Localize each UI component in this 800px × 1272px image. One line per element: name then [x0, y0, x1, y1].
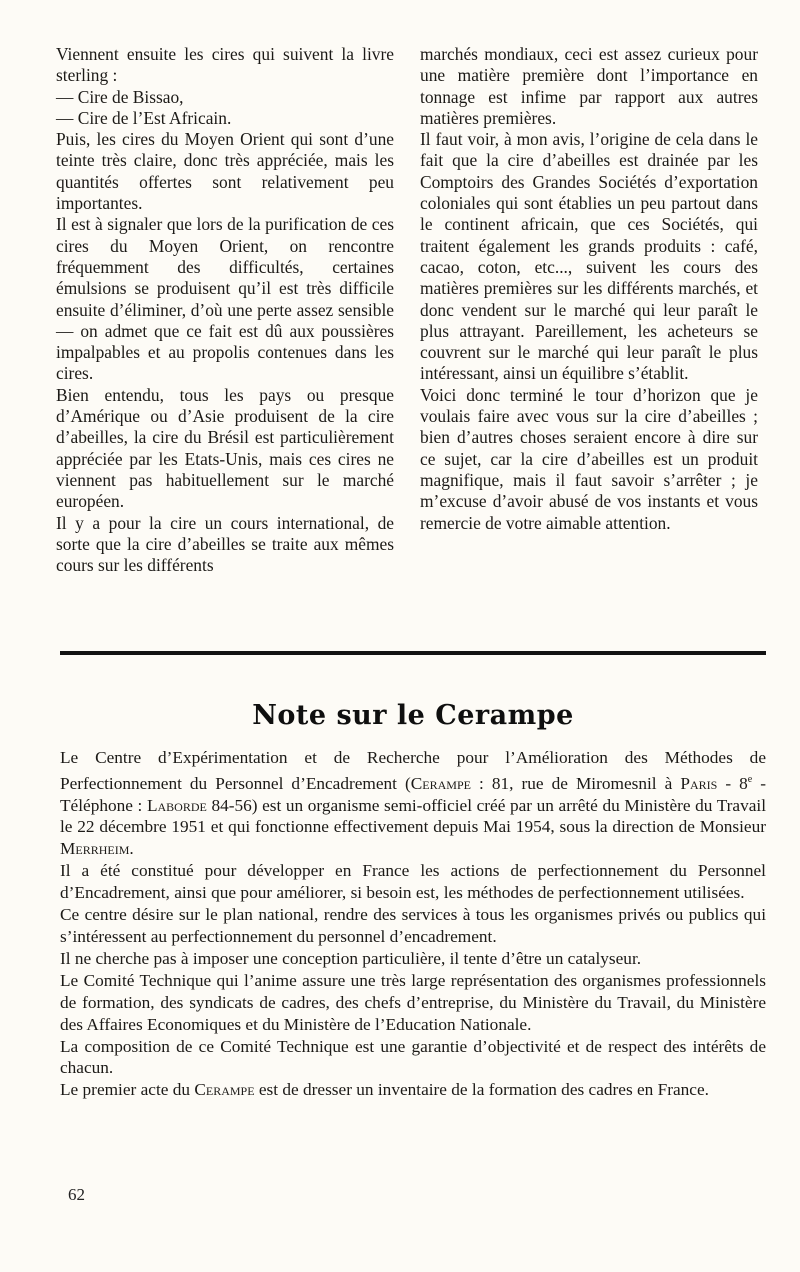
section-divider: [60, 651, 766, 655]
page-number: 62: [68, 1185, 85, 1204]
superscript: e: [747, 773, 753, 785]
director-name: Merrheim: [60, 839, 130, 859]
text-run: - Téléphone :: [60, 773, 766, 815]
acronym: Cerampe: [410, 773, 471, 793]
paragraph: Il est à signaler que lors de la purification de ces cires du Moyen Orient, on rencontre fréquemment des difficultés, certaines émulsions se produisent qu’il est très difficile ensuite d’éliminer, d’où une perte assez sensible — on admet que ce fait est dû aux poussières impalpables et au propolis contenues dans les cires.: [56, 214, 394, 384]
list-item: — Cire de l’Est Africain.: [56, 107, 232, 128]
paragraph: marchés mondiaux, ceci est assez curieux pour une matière première dont l’importance en tonnage est infime par rapport aux autres matières premières.: [420, 44, 758, 128]
paragraph: Il y a pour la cire un cours international, de sorte que la cire d’abeilles se traite aux mêmes cours sur les différents: [56, 512, 394, 576]
paragraph: Viennent ensuite les cires qui suivent la livre sterling :: [56, 44, 394, 86]
paragraph: Il a été constitué pour développer en France les actions de perfectionnement du Personnel d’Encadrement, ainsi que pour améliorer, si besoin est, les méthodes de perfectionnement utilisées.: [60, 861, 766, 903]
paragraph: Puis, les cires du Moyen Orient qui sont d’une teinte très claire, donc très appréciée, mais les quantités offertes sont relativement peu importantes.: [56, 129, 394, 214]
article-columns: [56, 44, 758, 576]
text-run: 84-56) est un organisme semi-officiel créé par un arrêté du Ministère du Travail le 22 décembre 1951 et qui fonctionne effectivement depuis Mai 1954, sous la direction de Monsieur: [60, 795, 766, 837]
paragraph: Il faut voir, à mon avis, l’origine de cela dans le fait que la cire d’abeilles est drainée par les Comptoirs des Grandes Sociétés d’exportation coloniales qui sont établies un peu partout dans le continent africain, que ces Sociétés, qui traitent également les grands produits : café, cacao, coton, etc..., suivent les cours des matières premières sur les différents marchés, et donc vendent sur le marché qui leur paraît le plus attrayant. Pareillement, les acheteurs se couvrent sur le marché qui leur paraît le plus intéressant, ainsi un équilibre s’établit.: [420, 129, 758, 384]
section-title: Note sur le Cerampe: [252, 700, 574, 731]
text-run: est de dresser un inventaire de la formation des cadres en France.: [254, 1080, 709, 1100]
text-run: .: [129, 839, 134, 859]
text-run: Le premier acte du: [60, 1080, 195, 1100]
paragraph: La composition de ce Comité Technique est une garantie d’objectivité et de respect des intérêts de chacun.: [60, 1036, 766, 1078]
note-body: [60, 747, 766, 1101]
acronym: Cerampe: [194, 1080, 255, 1100]
city-name: Paris: [680, 773, 718, 793]
text-run: - 8: [717, 773, 748, 793]
text-run: Le Centre d’Expérimentation et de Recherche pour l’Amélioration des Méthodes de Perfectionnement du Personnel d’Encadrement (: [60, 748, 766, 793]
phone-exchange: Laborde: [146, 795, 207, 815]
paragraph: Voici donc terminé le tour d’horizon que je voulais faire avec vous sur la cire d’abeilles ; bien d’autres choses seraient encore à dire sur ce sujet, car la cire d’abeilles est un produit magnifique, mais il faut savoir s’arrêter ; je m’excuse d’avoir abusé de vos instants et vous remercie de votre aimable attention.: [420, 384, 758, 533]
left-column: [56, 44, 394, 576]
paragraph: Ce centre désire sur le plan national, rendre des services à tous les organismes privés ou publics qui s’intéressent au perfectionnement du personnel d’encadrement.: [60, 905, 766, 947]
paragraph: [60, 747, 766, 860]
text-run: : 81, rue de Miromesnil à: [470, 773, 681, 793]
paragraph: Il ne cherche pas à imposer une conception particulière, il tente d’être un catalyseur.: [60, 948, 642, 968]
paragraph: Bien entendu, tous les pays ou presque d’Amérique ou d’Asie produisent de la cire d’abeilles, la cire du Brésil est particulièrement appréciée par les Etats-Unis, mais ces cires ne viennent pas habituellement sur le marché européen.: [56, 384, 394, 512]
paragraph: [60, 1079, 766, 1101]
list-item: — Cire de Bissao,: [56, 86, 184, 107]
paragraph: Le Comité Technique qui l’anime assure une très large représentation des organismes professionnels de formation, des syndicats de cadres, des chefs d’entreprise, du Ministère du Travail, du Ministère des Affaires Economiques et du Ministère de l’Education Nationale.: [60, 970, 766, 1034]
right-column: [420, 44, 758, 576]
